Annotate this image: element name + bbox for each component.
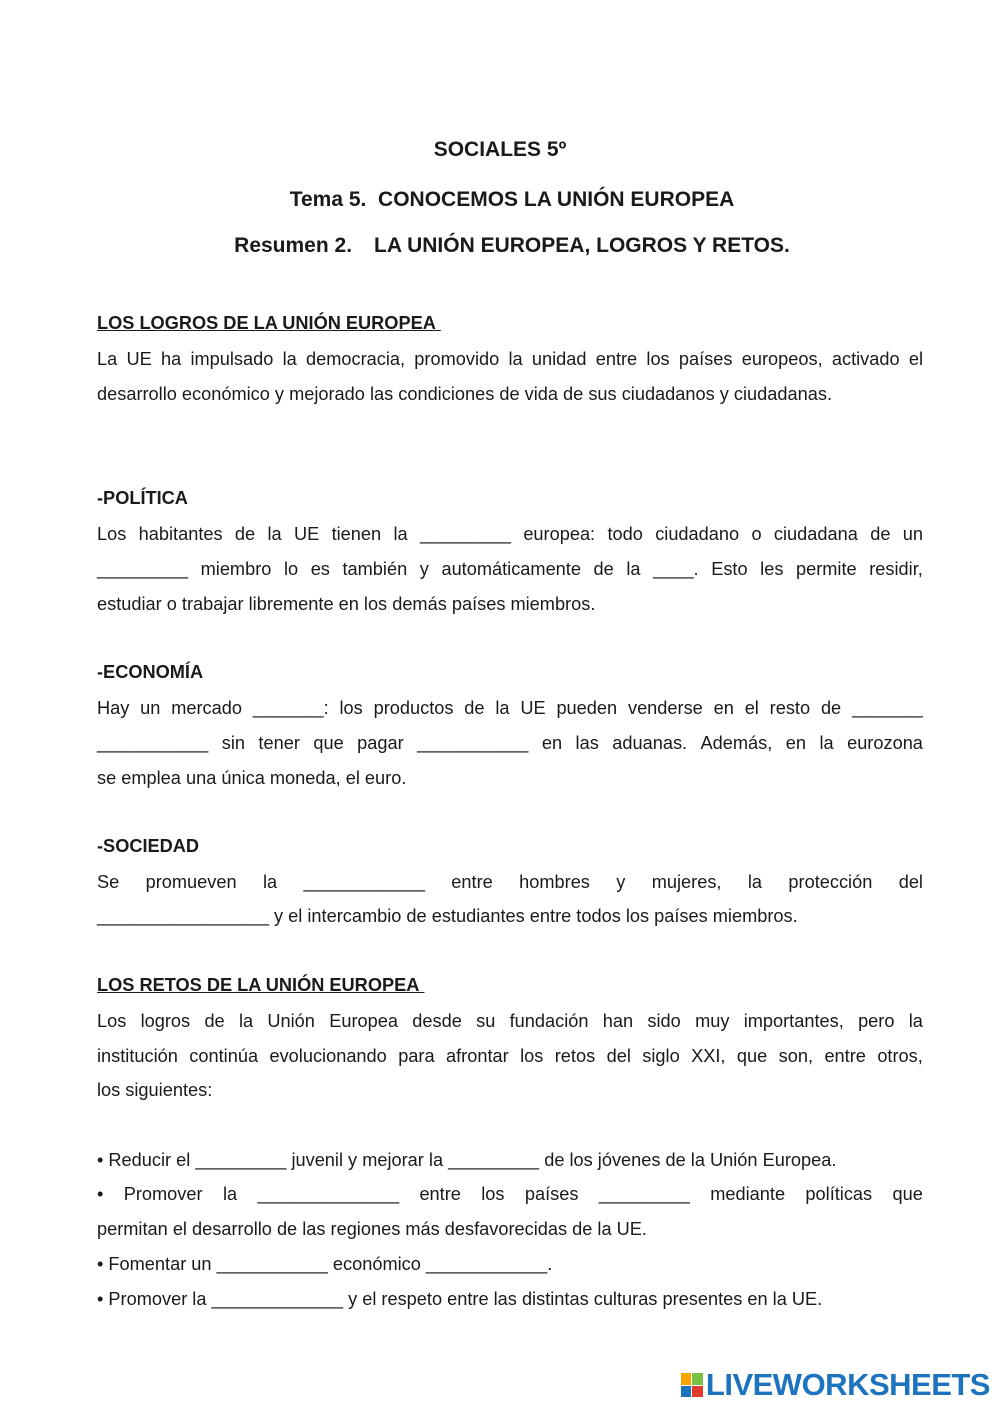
word: de [234, 524, 256, 544]
resumen-name: LA UNIÓN EUROPEA, LOGROS Y RETOS. [374, 234, 790, 257]
word: aduanas. [612, 733, 688, 753]
word: tienen [331, 524, 382, 544]
reto-bullet-4: • Promover la _____________ y el respeto entre las distintas culturas presentes en la UE. [97, 1289, 823, 1309]
word: hombres [519, 872, 590, 892]
word: resto [769, 698, 811, 718]
resumen-label: Resumen 2. [234, 234, 353, 257]
word: muy [695, 1011, 730, 1031]
word: los [481, 1184, 505, 1204]
sociedad-line-1 [97, 865, 923, 900]
reto-bullet-2-line-1 [97, 1177, 923, 1212]
liveworksheets-logo [681, 1367, 990, 1403]
word: productos [373, 698, 454, 718]
word: países [524, 1184, 579, 1204]
retos-intro-line-2 [97, 1039, 923, 1074]
word: sido [647, 1011, 681, 1031]
word: entre [451, 872, 493, 892]
retos-section-title: LOS RETOS DE LA UNIÓN EUROPEA [97, 975, 420, 995]
retos-intro-line-3: los siguientes: [97, 1080, 213, 1100]
blank-word: ______________ [257, 1184, 400, 1204]
word: o [751, 524, 762, 544]
word: lo [283, 559, 299, 579]
tema-name: CONOCEMOS LA UNIÓN EUROPEA [378, 188, 735, 211]
word: otros, [877, 1046, 923, 1066]
word: habitantes [138, 524, 223, 544]
politica-title: -POLÍTICA [97, 488, 188, 508]
word: • [97, 1184, 104, 1204]
word: venderse [627, 698, 703, 718]
word: del [606, 1046, 631, 1066]
word: los [520, 1046, 544, 1066]
word: logros [140, 1011, 191, 1031]
word: la [626, 559, 641, 579]
word: la [238, 1011, 254, 1031]
word: la [819, 733, 834, 753]
word: de [464, 698, 485, 718]
word: que [313, 733, 344, 753]
politica-line-1 [97, 517, 923, 552]
word: siglo [642, 1046, 680, 1066]
word: políticas [805, 1184, 873, 1204]
word: que [736, 1046, 768, 1066]
reto-bullet-3: • Fomentar un ___________ económico ____________. [97, 1254, 553, 1274]
word: su [476, 1011, 496, 1031]
word: la [495, 698, 510, 718]
word: un [140, 698, 161, 718]
word: promueven [145, 872, 237, 892]
word: son, [778, 1046, 814, 1066]
word: de [870, 524, 891, 544]
blank-word: _________ [97, 559, 189, 579]
word: los [339, 698, 363, 718]
word: en [785, 733, 807, 753]
word: que [892, 1184, 923, 1204]
blank-word: ___________ [417, 733, 529, 753]
economia-line-1 [97, 691, 923, 726]
sociedad-title: -SOCIEDAD [97, 836, 200, 856]
blank-word: _______: [252, 698, 329, 718]
word: Unión [267, 1011, 315, 1031]
word: pueden [556, 698, 618, 718]
word: protección [788, 872, 873, 892]
word: eurozona [847, 733, 923, 753]
blank-word: ____. [653, 559, 699, 579]
word: la [393, 524, 408, 544]
politica-line-2 [97, 552, 923, 587]
word: sin [221, 733, 245, 753]
word: ciudadana [773, 524, 858, 544]
blank-word: _______ [852, 698, 923, 718]
word: de [820, 698, 842, 718]
word: la [747, 872, 763, 892]
word: XXI, [691, 1046, 726, 1066]
word: de [204, 1011, 225, 1031]
sociedad-line-2: _________________ y el intercambio de estudiantes entre todos los países miembros. [97, 906, 798, 926]
logros-section-title: LOS LOGROS DE LA UNIÓN EUROPEA [97, 313, 436, 333]
word: Europea [329, 1011, 398, 1031]
word: la [263, 872, 278, 892]
logros-intro: La UE ha impulsado la democracia, promovido la unidad entre los países europeos, activado el desarrollo económico y mejorado las condiciones de vida de sus ciudadanos y ciudadanas. [97, 349, 923, 404]
tema-title [12, 188, 1000, 212]
economia-title: -ECONOMÍA [97, 662, 204, 682]
word: importantes, [743, 1011, 844, 1031]
word: y [419, 559, 429, 579]
word: entre [824, 1046, 866, 1066]
word: afrontar [446, 1046, 509, 1066]
word: en [713, 698, 734, 718]
subject-title: SOCIALES 5º [433, 138, 567, 161]
word: Los [97, 1011, 127, 1031]
word: retos [554, 1046, 596, 1066]
reto-bullet-1: • Reducir el _________ juvenil y mejorar la _________ de los jóvenes de la Unión Europea. [97, 1150, 837, 1170]
word: un [902, 524, 923, 544]
word: es [310, 559, 330, 579]
logo-text: LIVEWORKSHEETS [705, 1367, 990, 1402]
word: también [342, 559, 408, 579]
word: todo [607, 524, 643, 544]
word: del [898, 872, 923, 892]
word: UE [293, 524, 320, 544]
word: las [575, 733, 599, 753]
economia-line-2 [97, 726, 923, 761]
blank-word: _________ [598, 1184, 690, 1204]
word: y [616, 872, 626, 892]
word: mediante [710, 1184, 786, 1204]
word: les [760, 559, 784, 579]
word: UE [520, 698, 546, 718]
word: para [398, 1046, 435, 1066]
word: mujeres, [651, 872, 722, 892]
word: institución [97, 1046, 178, 1066]
word: miembro [200, 559, 272, 579]
word: en [541, 733, 563, 753]
word: la [267, 524, 282, 544]
word: evolucionando [269, 1046, 387, 1066]
word: permite [796, 559, 857, 579]
liveworksheets-icon [681, 1373, 703, 1397]
word: Promover [123, 1184, 203, 1204]
politica-line-3: estudiar o trabajar libremente en los demás países miembros. [97, 594, 596, 614]
word: Hay [97, 698, 130, 718]
word: tener [258, 733, 300, 753]
word: la [908, 1011, 923, 1031]
word: desde [412, 1011, 462, 1031]
resumen-title [12, 234, 1000, 258]
word: automáticamente [441, 559, 581, 579]
word: Esto [711, 559, 748, 579]
word: mercado [171, 698, 242, 718]
word: Además, [700, 733, 773, 753]
word: la [222, 1184, 238, 1204]
word: pero [858, 1011, 895, 1031]
tema-label: Tema 5. [289, 188, 367, 211]
blank-word: ___________ [97, 733, 209, 753]
word: continúa [189, 1046, 259, 1066]
word: fundación [509, 1011, 589, 1031]
word: el [744, 698, 759, 718]
reto-bullet-2-line-2: permitan el desarrollo de las regiones más desfavorecidas de la UE. [97, 1219, 647, 1239]
blank-word: _________ [419, 524, 511, 544]
word: Se [97, 872, 120, 892]
blank-word: ____________ [303, 872, 425, 892]
word: pagar [357, 733, 404, 753]
word: europea: [523, 524, 596, 544]
economia-line-3: se emplea una única moneda, el euro. [97, 768, 407, 788]
word: ciudadano [655, 524, 740, 544]
word: entre [419, 1184, 461, 1204]
word: han [602, 1011, 634, 1031]
word: de [593, 559, 614, 579]
word: residir, [869, 559, 923, 579]
retos-intro-line-1 [97, 1004, 923, 1039]
word: Los [97, 524, 127, 544]
